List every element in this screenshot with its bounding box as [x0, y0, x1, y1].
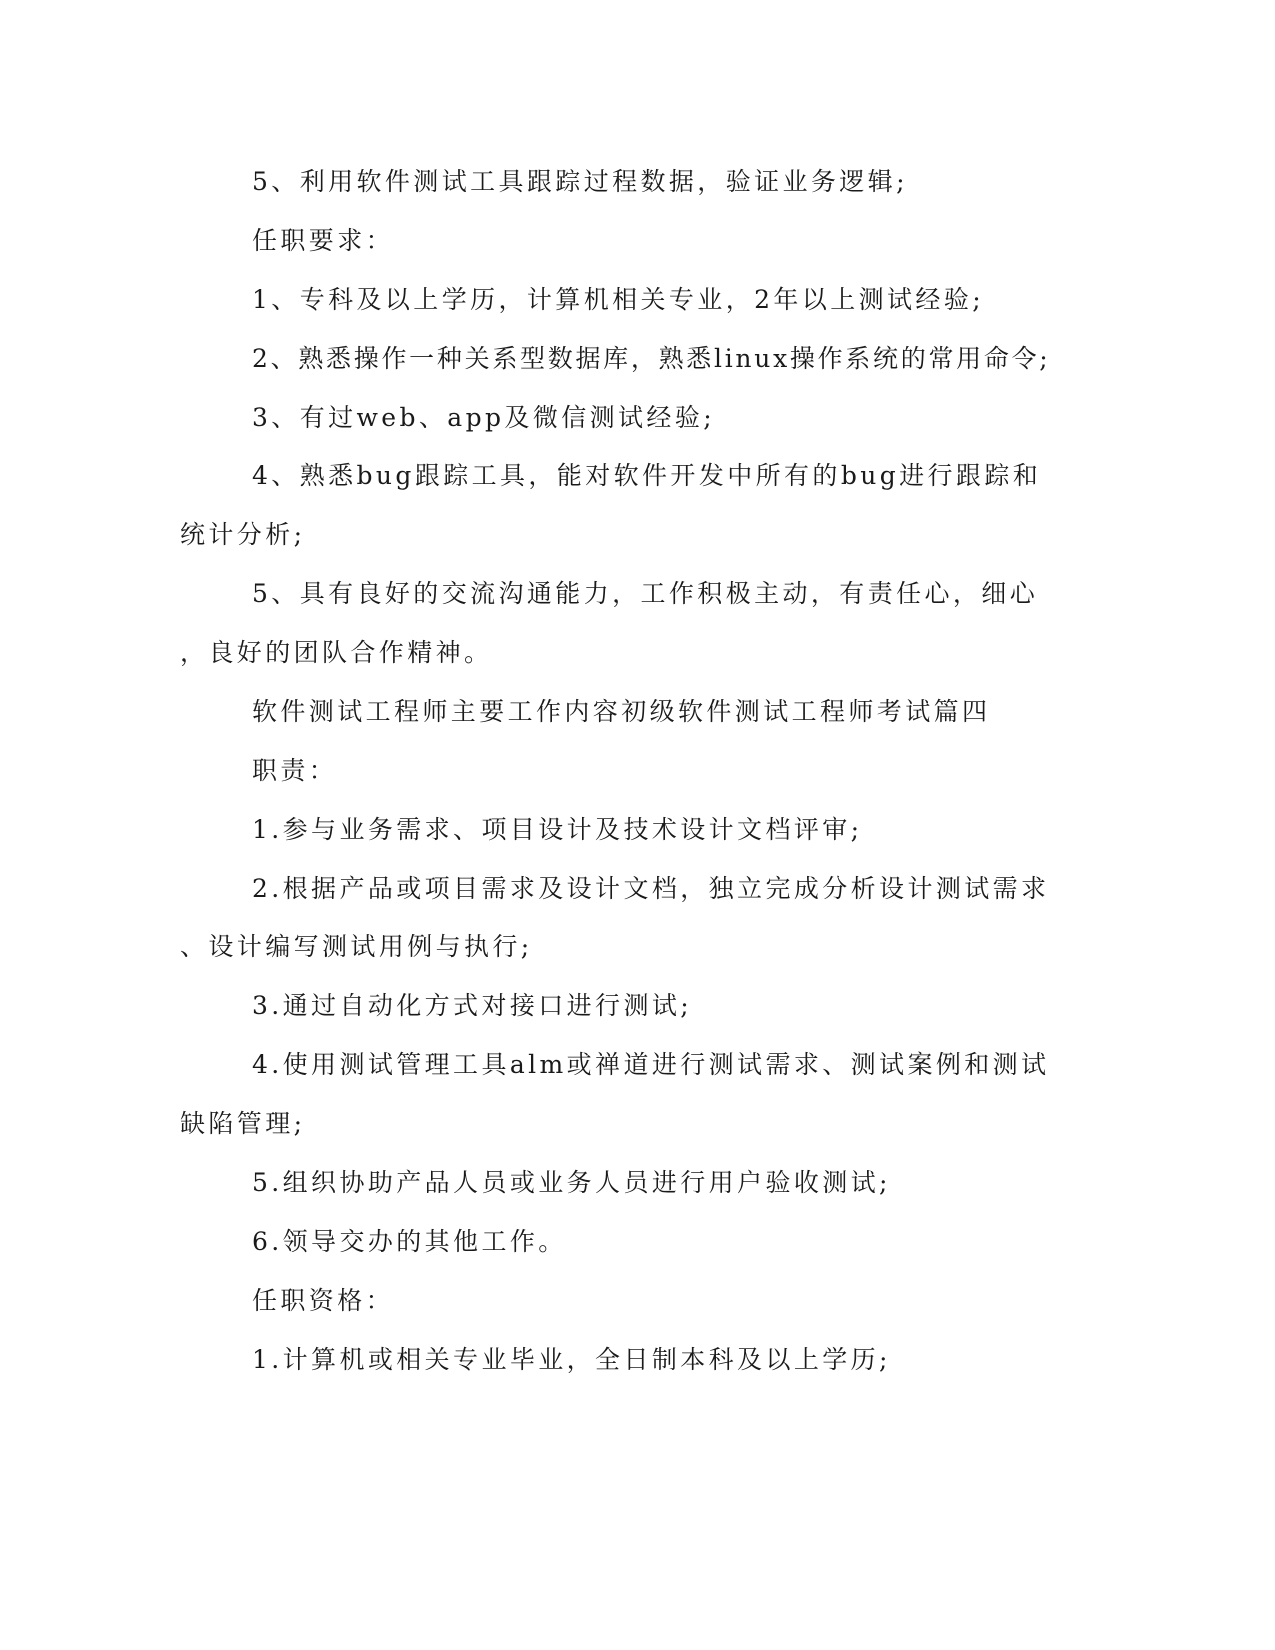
paragraph-line: 5、利用软件测试工具跟踪过程数据，验证业务逻辑;	[252, 167, 908, 196]
paragraph-line: 5.组织协助产品人员或业务人员进行用户验收测试;	[252, 1168, 891, 1197]
section-heading: 任职要求：	[252, 226, 395, 255]
paragraph-line: 、设计编写测试用例与执行;	[180, 932, 533, 961]
paragraph-line: 4、熟悉bug跟踪工具，能对软件开发中所有的bug进行跟踪和	[252, 461, 1042, 490]
section-heading: 任职资格：	[252, 1286, 395, 1315]
paragraph-line: 1.参与业务需求、项目设计及技术设计文档评审;	[252, 815, 863, 844]
paragraph-line: 3、有过web、app及微信测试经验;	[252, 403, 716, 432]
article-title: 软件测试工程师主要工作内容初级软件测试工程师考试篇四	[252, 697, 991, 726]
paragraph-line: 6.领导交办的其他工作。	[252, 1227, 567, 1256]
paragraph-line: 1、专科及以上学历，计算机相关专业，2年以上测试经验;	[252, 285, 985, 314]
paragraph-line: 4.使用测试管理工具alm或禅道进行测试需求、测试案例和测试	[252, 1050, 1050, 1079]
paragraph-line: 统计分析;	[180, 520, 306, 549]
paragraph-line: 2、熟悉操作一种关系型数据库，熟悉linux操作系统的常用命令;	[252, 344, 1051, 373]
paragraph-line: 3.通过自动化方式对接口进行测试;	[252, 991, 693, 1020]
section-heading: 职责：	[252, 756, 338, 785]
paragraph-line: 1.计算机或相关专业毕业，全日制本科及以上学历;	[252, 1345, 891, 1374]
paragraph-line: 5、具有良好的交流沟通能力，工作积极主动，有责任心，细心	[252, 579, 1039, 608]
paragraph-line: 2.根据产品或项目需求及设计文档，独立完成分析设计测试需求	[252, 874, 1050, 903]
paragraph-line: 缺陷管理;	[180, 1109, 306, 1138]
paragraph-line: ，良好的团队合作精神。	[180, 638, 493, 667]
